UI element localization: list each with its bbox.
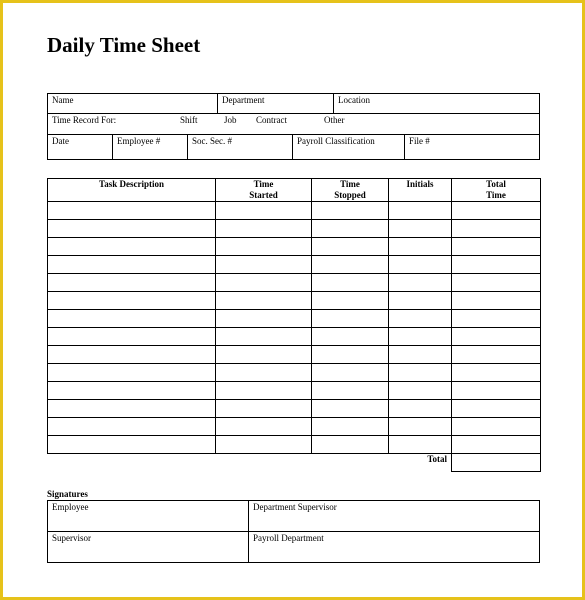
task-description-cell[interactable] — [48, 328, 216, 346]
initials-cell[interactable] — [389, 220, 452, 238]
initials-cell[interactable] — [389, 418, 452, 436]
time-stopped-cell[interactable] — [312, 310, 389, 328]
time-stopped-cell[interactable] — [312, 220, 389, 238]
time-stopped-cell[interactable] — [312, 382, 389, 400]
time-stopped-cell[interactable] — [312, 256, 389, 274]
total-time-cell[interactable] — [452, 346, 541, 364]
signatures-block — [47, 500, 540, 563]
time-stopped-cell[interactable] — [312, 238, 389, 256]
initials-cell[interactable] — [389, 274, 452, 292]
task-table-header — [48, 179, 541, 202]
time-stopped-cell[interactable] — [312, 418, 389, 436]
time-started-cell[interactable] — [216, 382, 312, 400]
time-stopped-cell[interactable] — [312, 436, 389, 454]
time-stopped-cell[interactable] — [312, 274, 389, 292]
total-row-spacer — [48, 454, 216, 472]
time-started-cell[interactable] — [216, 346, 312, 364]
task-description-cell[interactable] — [48, 418, 216, 436]
time-started-cell[interactable] — [216, 328, 312, 346]
table-row — [48, 382, 541, 400]
total-time-cell[interactable] — [452, 202, 541, 220]
payroll-department-signature-field[interactable] — [248, 532, 539, 562]
total-time-cell[interactable] — [452, 364, 541, 382]
total-time-cell[interactable] — [452, 454, 541, 472]
payroll-department-label: Payroll Department — [253, 533, 324, 543]
soc-sec-field[interactable] — [187, 135, 292, 159]
initials-cell[interactable] — [389, 310, 452, 328]
table-row — [48, 346, 541, 364]
time-started-cell[interactable] — [216, 238, 312, 256]
total-row-spacer — [312, 454, 389, 472]
time-started-cell[interactable] — [216, 220, 312, 238]
time-started-cell[interactable] — [216, 400, 312, 418]
time-started-cell[interactable] — [216, 274, 312, 292]
initials-cell[interactable] — [389, 292, 452, 310]
supervisor-signature-field[interactable] — [48, 532, 248, 562]
time-stopped-cell[interactable] — [312, 292, 389, 310]
info-row-2 — [48, 114, 539, 135]
initials-cell[interactable] — [389, 202, 452, 220]
file-number-field[interactable] — [404, 135, 539, 159]
time-started-cell[interactable] — [216, 292, 312, 310]
department-label: Department — [222, 95, 265, 105]
department-supervisor-signature-field[interactable] — [248, 501, 539, 531]
column-header-initials: Initials — [389, 179, 452, 202]
table-row — [48, 328, 541, 346]
task-description-cell[interactable] — [48, 274, 216, 292]
initials-cell[interactable] — [389, 400, 452, 418]
shift-option[interactable] — [176, 114, 223, 134]
time-record-for-label: Time Record For: — [52, 115, 117, 125]
name-label: Name — [52, 95, 74, 105]
task-description-cell[interactable] — [48, 364, 216, 382]
other-option[interactable] — [320, 114, 380, 134]
table-row — [48, 418, 541, 436]
task-description-cell[interactable] — [48, 346, 216, 364]
time-stopped-cell[interactable] — [312, 364, 389, 382]
time-started-cell[interactable] — [216, 418, 312, 436]
name-field[interactable] — [48, 94, 217, 113]
time-started-cell[interactable] — [216, 202, 312, 220]
table-row — [48, 436, 541, 454]
task-description-cell[interactable] — [48, 382, 216, 400]
time-stopped-cell[interactable] — [312, 400, 389, 418]
info-row-3 — [48, 135, 539, 159]
table-row — [48, 238, 541, 256]
total-time-cell[interactable] — [452, 310, 541, 328]
other-label: Other — [324, 115, 345, 125]
job-option[interactable] — [220, 114, 256, 134]
table-row — [48, 202, 541, 220]
payroll-classification-field[interactable] — [292, 135, 404, 159]
department-supervisor-label: Department Supervisor — [253, 502, 337, 512]
column-header-time-stopped: Time Stopped — [312, 179, 389, 202]
initials-cell[interactable] — [389, 436, 452, 454]
employee-number-label: Employee # — [117, 136, 161, 146]
employee-number-field[interactable] — [112, 135, 187, 159]
total-time-cell[interactable] — [452, 238, 541, 256]
total-time-cell[interactable] — [452, 400, 541, 418]
date-label: Date — [52, 136, 69, 146]
initials-cell[interactable] — [389, 364, 452, 382]
total-label: Total — [427, 454, 447, 464]
info-row-1 — [48, 94, 539, 114]
table-row — [48, 220, 541, 238]
payroll-classification-label: Payroll Classification — [297, 136, 375, 146]
table-row — [48, 310, 541, 328]
time-record-for-field — [48, 114, 176, 134]
initials-cell[interactable] — [389, 328, 452, 346]
job-label: Job — [224, 115, 237, 125]
employee-signature-label: Employee — [52, 502, 89, 512]
task-description-cell[interactable] — [48, 436, 216, 454]
task-table-body — [48, 202, 541, 454]
table-row — [48, 364, 541, 382]
signatures-heading: Signatures — [47, 489, 88, 499]
task-description-cell[interactable] — [48, 256, 216, 274]
table-row — [48, 256, 541, 274]
supervisor-label: Supervisor — [52, 533, 91, 543]
initials-cell[interactable] — [389, 382, 452, 400]
total-time-cell[interactable] — [452, 274, 541, 292]
total-time-cell[interactable] — [452, 256, 541, 274]
table-row — [48, 400, 541, 418]
date-field[interactable] — [48, 135, 112, 159]
employee-signature-field[interactable] — [48, 501, 248, 531]
time-started-cell[interactable] — [216, 436, 312, 454]
soc-sec-label: Soc. Sec. # — [192, 136, 232, 146]
time-started-cell[interactable] — [216, 256, 312, 274]
contract-label: Contract — [256, 115, 287, 125]
shift-label: Shift — [180, 115, 198, 125]
location-field[interactable] — [333, 94, 539, 113]
table-row — [48, 292, 541, 310]
table-row — [48, 274, 541, 292]
total-row-spacer — [216, 454, 312, 472]
task-description-cell[interactable] — [48, 400, 216, 418]
column-header-task-description: Task Description — [48, 179, 216, 202]
total-time-cell[interactable] — [452, 436, 541, 454]
total-time-cell[interactable] — [452, 328, 541, 346]
location-label: Location — [338, 95, 370, 105]
task-description-cell[interactable] — [48, 310, 216, 328]
total-time-cell[interactable] — [452, 418, 541, 436]
total-time-cell[interactable] — [452, 382, 541, 400]
total-time-cell[interactable] — [452, 220, 541, 238]
time-stopped-cell[interactable] — [312, 202, 389, 220]
contract-option[interactable] — [252, 114, 324, 134]
initials-cell[interactable] — [389, 346, 452, 364]
initials-cell[interactable] — [389, 238, 452, 256]
total-row — [48, 454, 541, 472]
time-started-cell[interactable] — [216, 310, 312, 328]
page-title: Daily Time Sheet — [47, 33, 201, 57]
initials-cell[interactable] — [389, 256, 452, 274]
department-field[interactable] — [217, 94, 333, 113]
file-number-label: File # — [409, 136, 430, 146]
time-stopped-cell[interactable] — [312, 346, 389, 364]
time-started-cell[interactable] — [216, 364, 312, 382]
employee-info-block — [47, 93, 540, 160]
signature-row-2 — [48, 532, 539, 562]
column-header-total-time: Total Time — [452, 179, 541, 202]
time-stopped-cell[interactable] — [312, 328, 389, 346]
task-description-cell[interactable] — [48, 238, 216, 256]
task-description-cell[interactable] — [48, 202, 216, 220]
column-header-time-started: Time Started — [216, 179, 312, 202]
task-description-cell[interactable] — [48, 292, 216, 310]
total-time-cell[interactable] — [452, 292, 541, 310]
signature-row-1 — [48, 501, 539, 532]
task-description-cell[interactable] — [48, 220, 216, 238]
task-table — [47, 178, 541, 472]
